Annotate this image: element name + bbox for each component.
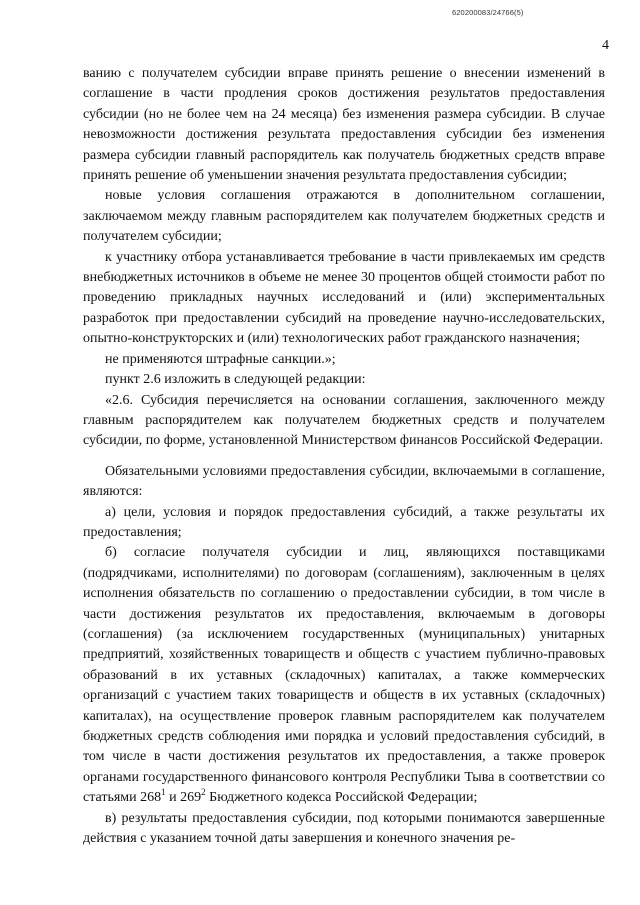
paragraph: не применяются штрафные санкции.»; bbox=[105, 351, 336, 367]
page-number: 4 bbox=[602, 38, 609, 53]
list-item-b-text: б) согласие получателя субсидии и лиц, являющихся поставщиками (подрядчиками, исполнителями) по договорам (соглашениям), заключенным в целях исполнения обязательств по соглашению о предоставлении субсидии, в том числе в части достижения результатов их предоставления, включаемым в договоры (соглашения) (за исключением государственных (муниципальных) унитарных предприятий, хозяйственных товариществ и обществ с участием публично-правовых образований в их уставных (складочных) капиталах, а также коммерческих организаций с участием таких товариществ и обществ в их уставных (складочных) капиталах), на осуществление проверок главным распорядителем как получателем бюджетных средств соблюдения ими порядка и условий предоставления субсидий, в том числе в части достижения результатов их предоставления, а также проверок органами государственного финансового контроля Республики Тыва в соответствии со статьями 268 bbox=[83, 545, 605, 806]
paragraph: «2.6. Субсидия перечисляется на основании соглашения, заключенного между главным распорядителем как получателем бюджетных средств и получателем субсидии, по форме, установленной Министерством финансов Российской Федерации. bbox=[83, 392, 605, 449]
article-superscript: 1 bbox=[161, 787, 166, 798]
paragraph: Обязательными условиями предоставления субсидии, включаемыми в соглашение, являются: bbox=[83, 463, 605, 500]
list-item-b bbox=[83, 543, 605, 808]
paragraph: пункт 2.6 изложить в следующей редакции: bbox=[105, 372, 366, 388]
list-item-a: а) цели, условия и порядок предоставления субсидий, а также результаты их предоставления; bbox=[83, 504, 605, 540]
document-body bbox=[83, 64, 605, 849]
list-item-b-and: и 269 bbox=[169, 790, 202, 806]
list-item-c: в) результаты предоставления субсидии, под которыми понимаются завершенные действия с указанием точной даты завершения и конечного значения ре- bbox=[83, 810, 605, 847]
paragraph-continuation: ванию с получателем субсидии вправе принять решение о внесении изменений в соглашение в части продления сроков достижения результатов предоставления субсидии (но не более чем на 24 месяца) без изменения размера субсидии. В случае невозможности достижения результата предоставления субсидии без изменения размера субсидии главный распорядитель как получатель бюджетных средств вправе принять решение об уменьшении значения результата предоставления субсидии; bbox=[83, 66, 605, 184]
paragraph: новые условия соглашения отражаются в дополнительном соглашении, заключаемом между главным распорядителем как получателем бюджетных средств и получателем субсидии; bbox=[83, 188, 605, 245]
paragraph: к участнику отбора устанавливается требование в части привлекаемых им средств внебюджетных источников в объеме не менее 30 процентов общей стоимости работ по проведению прикладных научных исследований и (или) экспериментальных разработок при предоставлении субсидий на проведение научно-исследовательских, опытно-конструкторских и (или) технологических работ гражданского назначения; bbox=[83, 249, 605, 347]
article-superscript: 2 bbox=[201, 787, 206, 798]
list-item-b-tail: Бюджетного кодекса Российской Федерации; bbox=[209, 790, 478, 806]
document-code: 620200083/24766(5) bbox=[452, 8, 524, 17]
